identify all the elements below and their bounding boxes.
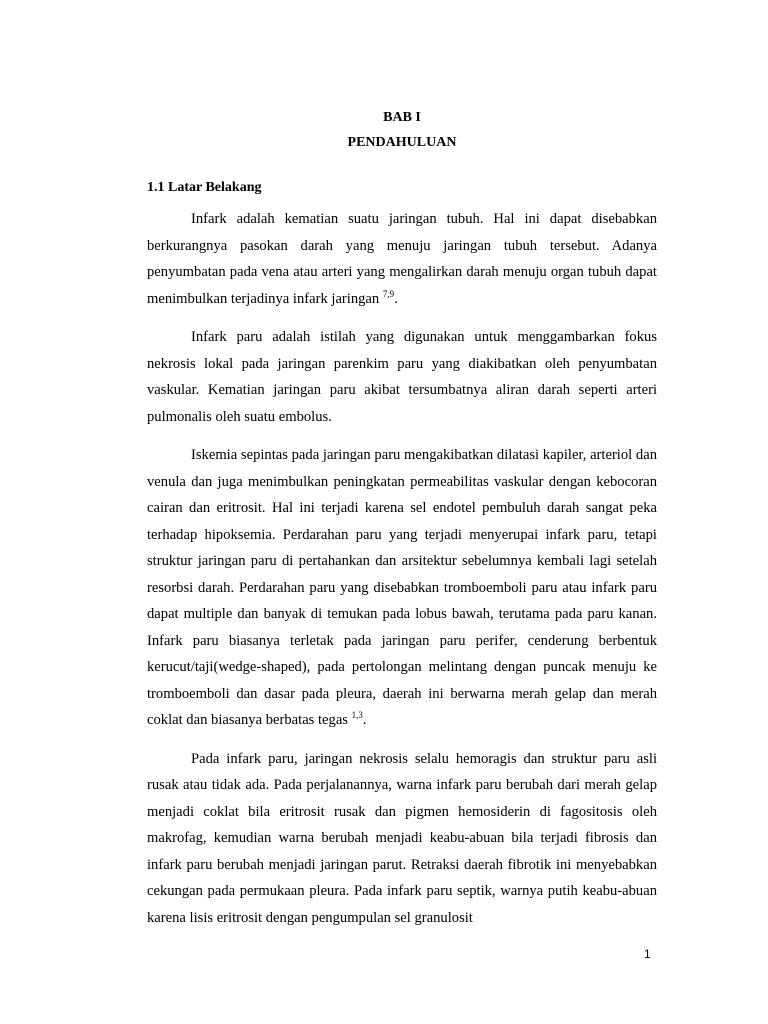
citation: 7,9 xyxy=(382,288,395,299)
paragraph-2 xyxy=(147,324,657,430)
body-text xyxy=(147,206,657,931)
paragraph-end: . xyxy=(394,290,398,307)
paragraph-end: . xyxy=(362,712,367,728)
paragraph-text: Pada infark paru, jaringan nekrosis selalu hemoragis dan struktur paru asli rusak atau tidak ada. Pada perjalanannya, warna infark paru berubah dari merah gelap menjadi coklat bila eritrosit rusak dan pigmen hemosiderin di fagositosis oleh makrofag, kemudian warna berubah menjadi keabu-abuan bila terjadi fibrosis dan infark paru berubah menjadi jaringan parut. Retraksi daerah fibrotik ini menyebabkan cekungan pada permukaan pleura. Pada infark paru septik, warnya putih keabu-abuan karena lisis eritrosit dengan pengumpulan sel granulosit xyxy=(147,750,657,926)
paragraph-4 xyxy=(147,746,657,932)
chapter-number: BAB I xyxy=(383,110,421,125)
citation: 1,3 xyxy=(351,710,363,720)
paragraph-1 xyxy=(147,206,657,312)
chapter-title: PENDAHULUAN xyxy=(347,135,457,150)
paragraph-text: Iskemia sepintas pada jaringan paru mengakibatkan dilatasi kapiler, arteriol dan venula dan juga menimbulkan peningkatan permeabilitas vaskular dengan kebocoran cairan dan eritrosit. Hal ini terjadi karena sel endotel pembuluh darah sangat peka terhadap hipoksemia. Perdarahan paru yang terjadi menyerupai infark paru, tetapi struktur jaringan paru di pertahankan dan arsitektur sebelumnya kembali lagi setelah resorbsi darah. Perdarahan paru yang disebabkan tromboemboli paru atau infark paru dapat multiple dan banyak di temukan pada lobus bawah, terutama pada paru kanan. Infark paru biasanya terletak pada jaringan paru perifer, cenderung berbentuk kerucut/taji(wedge-shaped), pada pertolongan melintang dengan puncak menuju ke tromboemboli dan dasar pada pleura, daerah ini berwarna merah gelap dan merah coklat dan biasanya berbatas tegas xyxy=(147,447,657,728)
section-heading: 1.1 Latar Belakang xyxy=(147,180,262,195)
page-number: 1 xyxy=(644,947,651,961)
paragraph-3 xyxy=(147,442,657,734)
paragraph-text: Infark adalah kematian suatu jaringan tubuh. Hal ini dapat disebabkan berkurangnya pasokan darah yang menuju jaringan tubuh tersebut. Adanya penyumbatan pada vena atau arteri yang mengalirkan darah menuju organ tubuh dapat menimbulkan terjadinya infark jaringan xyxy=(147,211,657,307)
paragraph-text: Infark paru adalah istilah yang digunakan untuk menggambarkan fokus nekrosis lokal pada jaringan parenkim paru yang diakibatkan oleh penyumbatan vaskular. Kematian jaringan paru akibat tersumbatnya aliran darah seperti arteri pulmonalis oleh suatu embolus. xyxy=(147,329,657,425)
